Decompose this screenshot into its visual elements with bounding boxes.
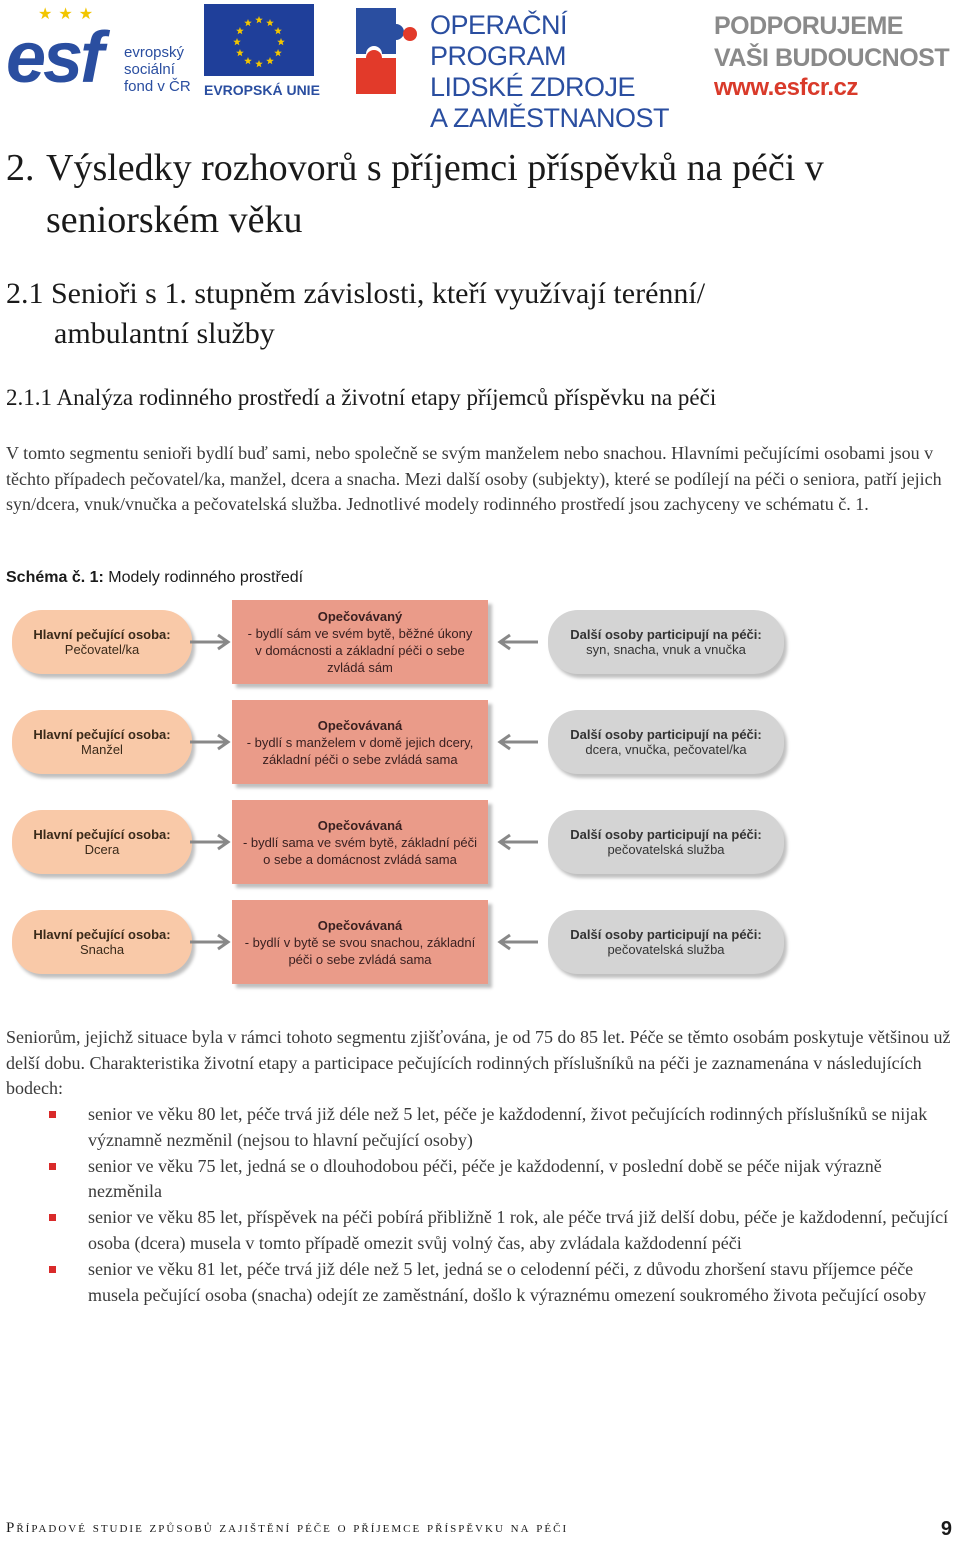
eu-star-icon — [255, 16, 263, 23]
page-footer-title: Případové studie způsobů zajištění péče o příjemce příspěvku na péči — [6, 1520, 569, 1536]
chapter-number: 2. — [6, 147, 35, 189]
scheme-caption — [6, 569, 303, 587]
care-recipient-title: Opečovávaná — [317, 917, 403, 933]
eu-star-icon — [236, 27, 244, 34]
eu-star-icon — [255, 60, 263, 67]
support-slogan: PODPORUJEME VAŠI BUDOUCNOST — [714, 12, 950, 72]
square-bullet-icon — [49, 1266, 56, 1273]
arrow-right-icon — [190, 932, 234, 952]
main-caregiver-title: Hlavní pečující osoba: — [33, 927, 171, 942]
care-recipient-title: Opečovávaný — [317, 609, 403, 624]
other-participants-title: Další osoby participují na péči: — [570, 927, 762, 942]
support-url[interactable]: www.esfcr.cz — [714, 74, 858, 101]
scheme-caption-text: Modely rodinného prostředí — [103, 569, 304, 586]
eu-logo-label: EVROPSKÁ UNIE — [204, 82, 320, 98]
eu-star-icon — [274, 27, 282, 34]
main-caregiver-value: Snacha — [79, 942, 125, 957]
list-item — [6, 1102, 954, 1154]
scheme-row-1 — [10, 598, 790, 690]
op-lzz-logo-text: OPERAČNÍ PROGRAM LIDSKÉ ZDROJE A ZAMĚSTNANOST — [430, 10, 670, 133]
other-participants-title: Další osoby participují na péči: — [570, 827, 762, 842]
list-item-text: senior ve věku 81 let, péče trvá již déle než 5 let, jedná se o celodenní péči, z důvodu zhoršení stavu příjemce péče musela pečující osoba (snacha) odejít ze zaměstnání, došlo k výraznému omezení soukromého života pečující osoby — [88, 1258, 927, 1305]
other-participants-title: Další osoby participují na péči: — [570, 627, 762, 642]
main-caregiver-pill — [12, 710, 192, 774]
other-participants-pill — [548, 910, 784, 974]
list-item-text: senior ve věku 85 let, příspěvek na péči pobírá přibližně 1 rok, ale péče trvá již delší dobu, péče je každodenní, pečující osoba (dcera) musela v tomto případě omezit svůj volný čas, aby zvládala každodenní péči — [88, 1207, 949, 1253]
other-participants-value: pečovatelská služba — [607, 842, 725, 857]
eu-star-icon — [266, 19, 274, 26]
esf-logo — [6, 4, 196, 100]
other-participants-pill — [548, 610, 784, 674]
op-puzzle-icon — [352, 4, 422, 98]
main-caregiver-title: Hlavní pečující osoba: — [33, 827, 171, 842]
esf-stars-icon: ★ ★ ★ — [38, 6, 95, 23]
list-item — [6, 1205, 954, 1257]
list-item — [6, 1154, 954, 1206]
list-item — [6, 1257, 954, 1309]
list-item-text: senior ve věku 75 let, jedná se o dlouhodobou péči, péče je každodenní, v poslední době se péče nijak výrazně nezměnila — [88, 1155, 882, 1202]
other-participants-value: syn, snacha, vnuk a vnučka — [586, 642, 746, 657]
care-recipient-title: Opečovávaná — [317, 817, 403, 833]
main-caregiver-title: Hlavní pečující osoba: — [33, 627, 171, 642]
eu-logo — [204, 4, 322, 100]
eu-stars-icon — [232, 15, 286, 69]
subsection-heading: 2.1.1 Analýza rodinného prostředí a životní etapy příjemců příspěvku na péči — [6, 385, 717, 410]
arrow-right-icon — [190, 832, 234, 852]
other-participants-pill — [548, 710, 784, 774]
age-paragraph: Seniorům, jejichž situace byla v rámci tohoto segmentu zjišťována, je od 75 do 85 let. Péče se těmto osobám poskytuje většinou už delší dobu. Charakteristika životní etapy a participace pečujících rodinných příslušníků na péči je zaznamenána v následujících bodech: — [6, 1027, 951, 1098]
other-participants-pill — [548, 810, 784, 874]
care-recipient-text: - bydlí sám ve svém bytě, běžné úkony v domácnosti a základní péči o sebe zvládá sám — [247, 626, 473, 675]
care-recipient-box — [232, 900, 488, 984]
care-recipient-text: - bydlí v bytě se svou snachou, základní péči o sebe zvládá sama — [244, 934, 476, 967]
care-recipient-box — [232, 700, 488, 784]
section-heading-line1: 2.1 Senioři s 1. stupněm závislosti, kteří využívají terénní/ — [6, 277, 706, 310]
esf-logo-subtitle: evropský sociální fond v ČR — [124, 44, 191, 95]
eu-star-icon — [244, 57, 252, 64]
arrow-right-icon — [190, 632, 234, 652]
op-lzz-logo — [352, 4, 692, 133]
arrow-left-icon — [494, 832, 538, 852]
scheme-row-2 — [10, 698, 790, 790]
list-item-text: senior ve věku 80 let, péče trvá již déle než 5 let, péče je každodenní, život pečujících rodinných příslušníků se nijak významně nezměnil (nejsou to hlavní pečující osoby) — [88, 1104, 928, 1150]
main-caregiver-pill — [12, 610, 192, 674]
page-number: 9 — [940, 1518, 952, 1540]
intro-paragraph: V tomto segmentu senioři bydlí buď sami, nebo společně se svým manželem nebo snachou. Hlavními pečujícími osobami jsou v těchto případech pečovatel/ka, manžel, dcera a snacha. Mezi další osoby (subjekty), které se podílejí na péči o seniora, patří jejich syn/dcera, vnuk/vnučka a pečovatelská služba. Jednotlivé modely rodinného prostředí jsou zachyceny ve schématu č. 1. — [6, 443, 942, 514]
other-participants-value: dcera, vnučka, pečovatel/ka — [585, 742, 747, 757]
main-caregiver-value: Manžel — [81, 742, 123, 757]
section-heading — [6, 274, 956, 354]
arrow-left-icon — [494, 632, 538, 652]
square-bullet-icon — [49, 1163, 56, 1170]
arrow-right-icon — [190, 732, 234, 752]
section-heading-line2: ambulantní služby — [54, 317, 275, 350]
main-caregiver-pill — [12, 910, 192, 974]
square-bullet-icon — [49, 1111, 56, 1118]
eu-star-icon — [277, 38, 285, 45]
eu-star-icon — [274, 49, 282, 56]
chapter-heading-line1: Výsledky rozhovorů s příjemci příspěvků na péči v — [46, 147, 824, 189]
care-recipient-title: Opečovávaná — [317, 717, 403, 733]
care-recipient-box — [232, 600, 488, 684]
logo-bar — [0, 0, 960, 133]
scheme-row-4 — [10, 898, 790, 990]
eu-star-icon — [266, 57, 274, 64]
chapter-heading-line2: seniorském věku — [46, 199, 303, 241]
care-recipient-box — [232, 800, 488, 884]
eu-star-icon — [244, 19, 252, 26]
chapter-heading — [6, 142, 956, 246]
care-recipient-text: - bydlí sama ve svém bytě, základní péči o sebe a domácnost zvládá sama — [242, 834, 478, 867]
arrow-left-icon — [494, 932, 538, 952]
square-bullet-icon — [49, 1214, 56, 1221]
eu-star-icon — [236, 49, 244, 56]
main-caregiver-pill — [12, 810, 192, 874]
esf-logo-word: esf — [6, 18, 102, 98]
eu-flag-icon — [204, 4, 314, 76]
eu-star-icon — [233, 38, 241, 45]
main-caregiver-title: Hlavní pečující osoba: — [33, 727, 171, 742]
case-bullet-list — [6, 1102, 954, 1308]
arrow-left-icon — [494, 732, 538, 752]
scheme-caption-label: Schéma č. 1: — [6, 569, 104, 586]
family-models-scheme — [10, 598, 790, 990]
main-caregiver-value: Pečovatel/ka — [64, 642, 140, 657]
care-recipient-text: - bydlí s manželem v domě jejich dcery, základní péči o sebe zvládá sama — [246, 734, 474, 767]
other-participants-title: Další osoby participují na péči: — [570, 727, 762, 742]
scheme-row-3 — [10, 798, 790, 890]
other-participants-value: pečovatelská služba — [607, 942, 725, 957]
main-caregiver-value: Dcera — [84, 842, 120, 857]
